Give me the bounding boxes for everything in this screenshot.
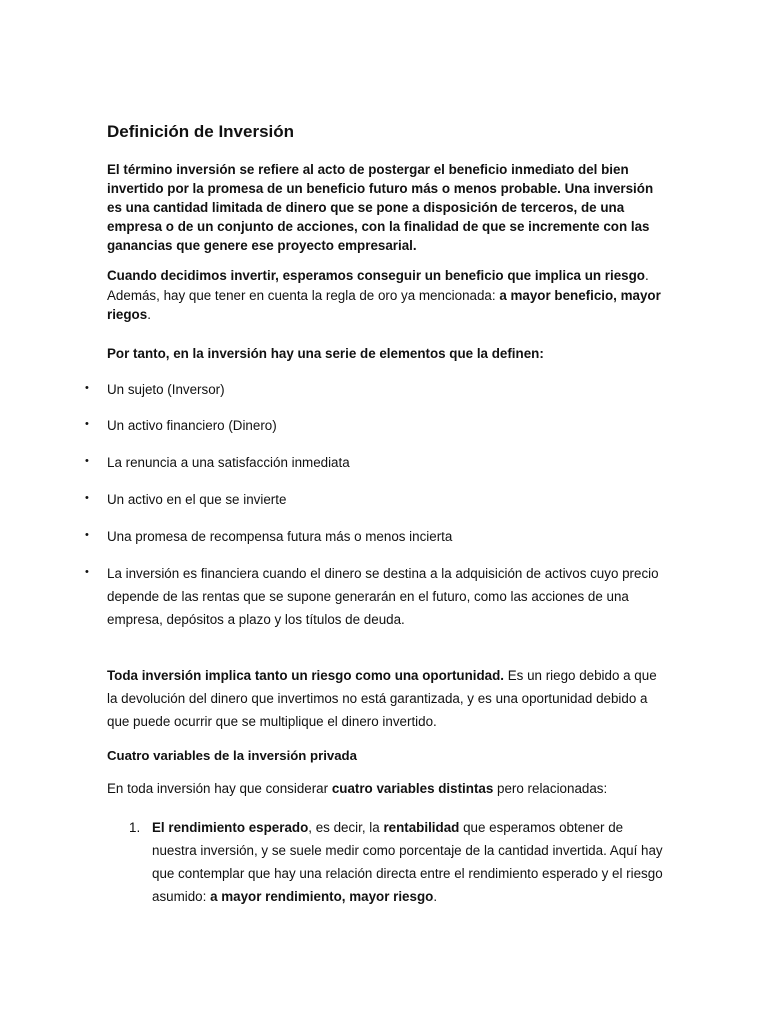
section-subheading: Cuatro variables de la inversión privada — [107, 748, 357, 763]
risk-end-text: . — [147, 307, 151, 322]
expected-return-term: El rendimiento esperado — [152, 820, 309, 835]
list-item-text: La renuncia a una satisfacción inmediata — [107, 455, 350, 470]
list-number: 1. — [129, 820, 141, 835]
risk-normal-text: . Además, hay que tener en cuenta la regla de oro ya mencionada: — [107, 268, 649, 303]
bullet-icon: • — [85, 566, 89, 578]
variables-bold-text: cuatro variables distintas — [331, 781, 494, 796]
bullet-icon: • — [85, 492, 89, 504]
list-item-text: Un sujeto (Inversor) — [107, 382, 225, 397]
list-item-text: Un activo en el que se invierte — [107, 492, 287, 507]
intro-paragraph: El término inversión se refiere al acto de postergar el beneficio inmediato del bien invertido por la promesa de un beneficio futuro más o menos probable. Una inversión es una cantidad limitada de dinero que se pone a disposición de terceros, de una empresa o de un conjunto de acciones, con la finalidad de que se incremente con las ganancias que genere ese proyecto empresarial. — [107, 162, 654, 253]
ordered-text-part: que esperamos obtener de nuestra inversión, y se suele medir como porcentaje de la cantidad invertida. Aquí hay que contemplar que hay una relación directa entre el rendimiento esperado y el riesgo asumido: — [152, 820, 663, 904]
opportunity-normal-text: Es un riego debido a que la devolución del dinero que invertimos no está garantizada, y es una oportunidad debido a que puede ocurrir que se multiplique el dinero invertido. — [107, 668, 657, 729]
opportunity-bold-text: Toda inversión implica tanto un riesgo como una oportunidad. — [107, 668, 505, 683]
bullet-icon: • — [85, 382, 89, 394]
list-item-text: La inversión es financiera cuando el dinero se destina a la adquisición de activos cuyo precio depende de las rentas que se supone generarán en el futuro, como las acciones de una empresa, depósitos a plazo y los títulos de deuda. — [107, 566, 659, 627]
bullet-icon: • — [85, 529, 89, 541]
ordered-text-part: , es decir, la — [308, 820, 384, 835]
variables-end-text: pero relacionadas: — [493, 781, 608, 796]
bullet-icon: • — [85, 418, 89, 430]
variables-normal-text: En toda inversión hay que considerar — [107, 781, 332, 796]
list-item-text: Una promesa de recompensa futura más o menos incierta — [107, 529, 453, 544]
risk-paragraph — [107, 266, 667, 325]
golden-rule-text: a mayor beneficio, mayor riegos — [107, 287, 661, 322]
profitability-term: rentabilidad — [383, 820, 460, 835]
ordered-text-part: . — [433, 889, 438, 904]
risk-bold-text: Cuando decidimos invertir, esperamos conseguir un beneficio que implica un riesgo — [107, 268, 645, 283]
list-item-text: Un activo financiero (Dinero) — [107, 418, 277, 433]
opportunity-paragraph — [107, 664, 667, 733]
page-title: Definición de Inversión — [107, 122, 295, 141]
variables-paragraph — [107, 779, 667, 798]
ordered-item-text — [152, 816, 667, 908]
return-risk-rule: a mayor rendimiento, mayor riesgo — [210, 889, 434, 904]
bullet-icon: • — [85, 455, 89, 467]
elements-intro: Por tanto, en la inversión hay una serie de elementos que la definen: — [107, 346, 544, 361]
